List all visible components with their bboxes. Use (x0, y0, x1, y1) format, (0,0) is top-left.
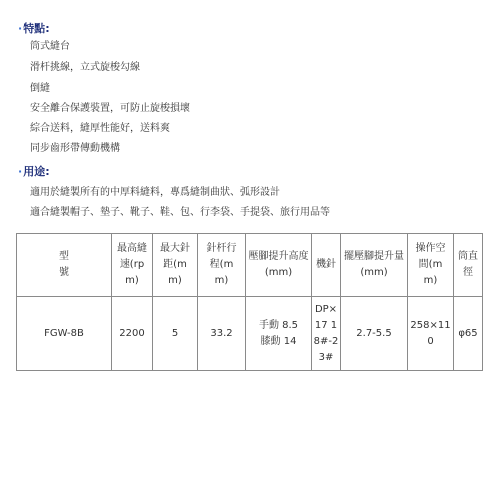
cell-presser-lift (246, 297, 312, 371)
usage-heading (18, 165, 50, 179)
header-max-stitch: 最大針距(mm) (153, 234, 198, 297)
features-heading (18, 22, 50, 36)
header-model: 型號 (17, 234, 112, 297)
cell-max-speed: 2200 (112, 297, 153, 371)
header-max-speed: 最高縫速(rpm) (112, 234, 153, 297)
header-cylinder-dia: 筒直徑 (454, 234, 483, 297)
feature-item: 筒式縫台 (30, 41, 70, 52)
header-alt-presser-lift: 擺壓腳提升量(mm) (341, 234, 408, 297)
cell-needle: DP×17 18#-23# (312, 297, 341, 371)
feature-item: 綜合送料，縫厚性能好，送料爽 (30, 123, 170, 134)
features-bullet-icon: · (18, 22, 23, 35)
spec-header-row (17, 234, 483, 297)
feature-item: 倒縫 (30, 83, 50, 94)
header-needle-bar-stroke: 針杆行程(mm) (198, 234, 246, 297)
usage-item: 適合縫製帽子、墊子、靴子、鞋、包、行李袋、手提袋、旅行用品等 (30, 207, 330, 218)
usage-colon: : (45, 165, 50, 178)
cell-presser-lift-line1: 手動 8.5 (258, 319, 299, 331)
cell-max-stitch: 5 (153, 297, 198, 371)
features-title: 特點 (23, 22, 46, 35)
feature-item: 滑杆挑線，立式旋梭勾線 (30, 62, 140, 73)
header-needle: 機針 (312, 234, 341, 297)
cell-work-space: 258×110 (408, 297, 454, 371)
usage-title: 用途 (23, 165, 46, 178)
table-row (17, 297, 483, 371)
usage-item: 適用於縫製所有的中厚料縫料，專爲縫制曲狀、弧形設計 (30, 187, 280, 198)
cell-alt-presser-lift: 2.7-5.5 (341, 297, 408, 371)
usage-bullet-icon: · (18, 165, 23, 178)
spec-table (16, 233, 483, 371)
cell-needle-bar-stroke: 33.2 (198, 297, 246, 371)
feature-item: 安全離合保護裝置，可防止旋梭損壞 (30, 103, 190, 114)
header-work-space: 操作空間(mm) (408, 234, 454, 297)
features-colon: : (45, 22, 50, 35)
feature-item: 同步齒形帶傳動機構 (30, 143, 120, 154)
cell-model: FGW-8B (17, 297, 112, 371)
cell-presser-lift-line2: 膝動 14 (260, 335, 297, 347)
header-presser-lift: 壓腳提升高度(mm) (246, 234, 312, 297)
cell-cylinder-dia: φ65 (454, 297, 483, 371)
